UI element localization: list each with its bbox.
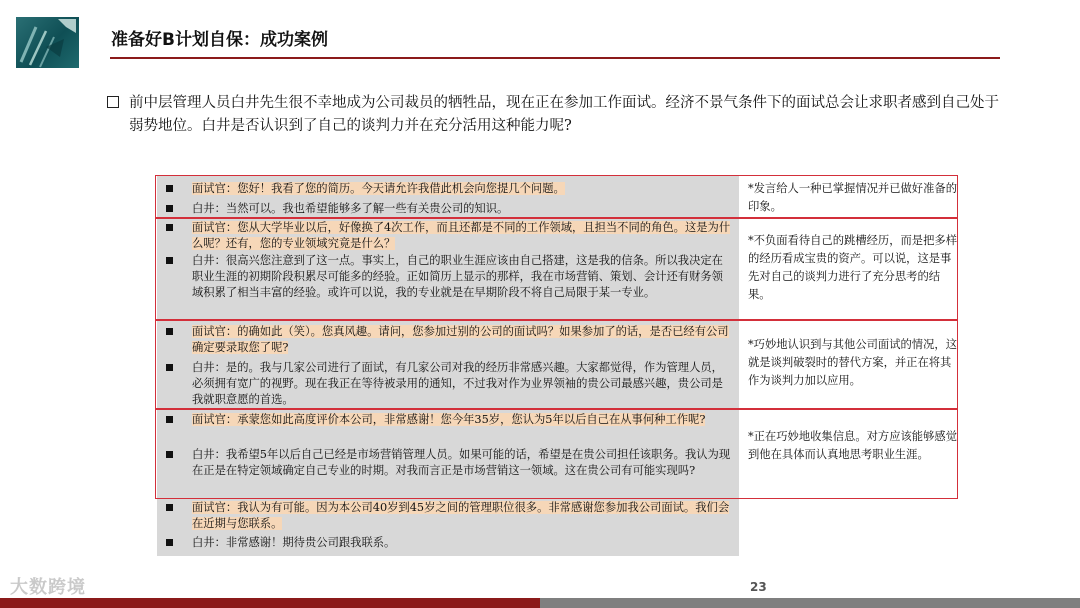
annotation-note: *巧妙地认识到与其他公司面试的情况，这就是谈判破裂时的替代方案，并正在将其作为谈判力加以应用。 — [748, 338, 957, 387]
dialog-text: 面试官：我认为有可能。因为本公司40岁到45岁之间的管理职位很多。非常感谢您参加我公司面试。我们会在近期与您联系。 — [192, 501, 730, 530]
annotation-note: *正在巧妙地收集信息。对方应该能够感觉到他在具体而认真地思考职业生涯。 — [748, 430, 957, 461]
intro-text: 前中层管理人员白井先生很不幸地成为公司裁员的牺牲品，现在正在参加工作面试。经济不景气条件下的面试总会让求职者感到自己处于弱势地位。白井是否认识到了自己的谈判力并在充分活用这种能力呢? — [129, 95, 999, 134]
page-title: 准备好B计划自保：成功案例 — [111, 30, 328, 50]
square-bullet-icon — [166, 539, 173, 546]
watermark-text: 大数跨境 — [10, 577, 86, 598]
page-number: 23 — [750, 580, 767, 594]
intro-paragraph — [107, 92, 1007, 138]
dialog-text: 白井：我希望5年以后自己已经是市场营销管理人员。如果可能的话，希望是在贵公司担任该职务。我认为现在正是在特定领域确定自己专业的时期。对我而言正是市场营销这一领域。这在贵公司有可能实现吗? — [192, 448, 731, 477]
annotation-note: *不负面看待自己的跳槽经历，而是把多样的经历看成宝贵的资产。可以说，这是事先对自己的谈判力进行了充分思考的结果。 — [748, 234, 957, 301]
dialog-line — [166, 500, 736, 532]
square-bullet-icon — [166, 504, 173, 511]
title-divider — [110, 57, 1000, 59]
footer-bar — [540, 598, 1080, 608]
dialog-text: 面试官：您好！我看了您的简历。今天请允许我借此机会向您提几个问题。 — [192, 182, 565, 195]
dialog-line — [166, 535, 736, 551]
dialog-text: 面试官：承蒙您如此高度评价本公司，非常感谢！您今年35岁，您认为5年以后自己在从事何种工作呢? — [192, 413, 706, 426]
dialog-text: 白井：是的。我与几家公司进行了面试，有几家公司对我的经历非常感兴趣。大家都觉得，作为管理人员，必须拥有宽广的视野。现在我正在等待被录用的通知，不过我对作为业界领袖的贵公司最感兴趣，贵公司是我就职意愿的首选。 — [192, 361, 723, 406]
logo-image — [16, 17, 79, 68]
annotation-note: *发言给人一种已掌握情况并已做好准备的印象。 — [748, 182, 957, 213]
checkbox-bullet-icon — [107, 96, 119, 108]
footer-bar — [0, 598, 540, 608]
dialog-text: 面试官：的确如此（笑）。您真风趣。请问，您参加过别的公司的面试吗？如果参加了的话，是否已经有公司确定要录取您了呢? — [192, 325, 729, 354]
dialog-text: 白井：很高兴您注意到了这一点。事实上，自己的职业生涯应该由自己搭建，这是我的信条。所以我决定在职业生涯的初期阶段积累尽可能多的经验。正如简历上显示的那样，我在市场营销、策划、会计还有财务领域积累了相当丰富的经验。或许可以说，我的专业就是在早期阶段不将自己局限于某一专业。 — [192, 254, 723, 299]
dialog-text: 白井：非常感谢！期待贵公司跟我联系。 — [192, 536, 396, 549]
dialog-text: 面试官：您从大学毕业以后，好像换了4次工作，而且还都是不同的工作领域，且担当不同的角色。这是为什么呢？还有，您的专业领域究竟是什么？ — [192, 221, 731, 250]
dialog-text: 白井：当然可以。我也希望能够多了解一些有关贵公司的知识。 — [192, 202, 509, 215]
